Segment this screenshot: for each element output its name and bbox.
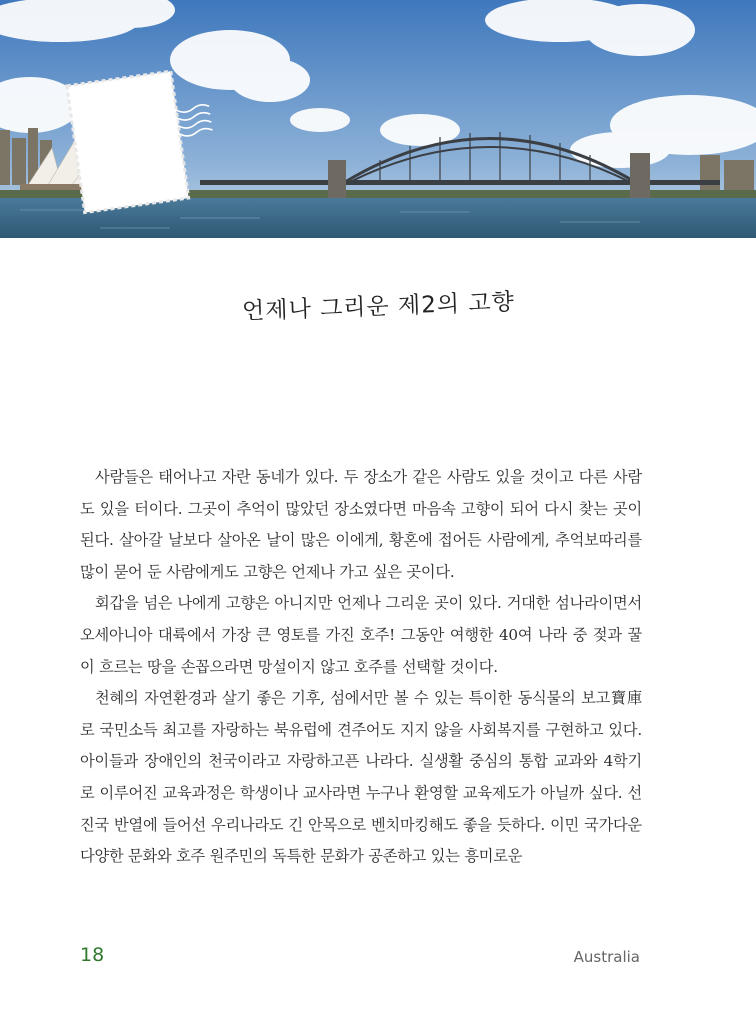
page-title xyxy=(0,288,756,325)
sydney-harbour-bridge-photo xyxy=(0,0,756,238)
paragraph-3: 천혜의 자연환경과 살기 좋은 기후, 섬에서만 볼 수 있는 특이한 동식물의 보고寶庫로 국민소득 최고를 자랑하는 북유럽에 견주어도 지지 않을 사회복지를 구현하고 있다. 아이들과 장애인의 천국이라고 자랑하고픈 나라다. 실생활 중심의 통합 교과와 4학기로 이루어진 교육과정은 학생이나 교사라면 누구나 환영할 교육제도가 아닐까 싶다. 선진국 반열에 들어선 우리나라도 긴 안목으로 벤치마킹해도 좋을 듯하다. 이민 국가다운 다양한 문화와 호주 원주민의 독특한 문화가 공존하고 있는 흥미로운 xyxy=(80,689,642,866)
paragraph-1: 사람들은 태어나고 자란 동네가 있다. 두 장소가 같은 사람도 있을 것이고 다른 사람도 있을 터이다. 그곳이 추억이 많았던 장소였다면 마음속 고향이 되어 다시 찾는 곳이 된다. 살아갈 날보다 살아온 날이 많은 이에게, 황혼에 접어든 사람에게, 추억보따리를 많이 묻어 둔 사람에게도 고향은 언제나 가고 싶은 곳이다. xyxy=(80,468,642,581)
title-text: 언제나 그리운 제2의 고향 xyxy=(241,289,515,325)
page-number: 18 xyxy=(80,944,105,966)
header-photo xyxy=(0,0,756,238)
section-label: Australia xyxy=(573,948,640,966)
article-body xyxy=(80,462,642,873)
paragraph-2: 회갑을 넘은 나에게 고향은 아니지만 언제나 그리운 곳이 있다. 거대한 섬나라이면서 오세아니아 대륙에서 가장 큰 영토를 가진 호주! 그동안 여행한 40여 나라 중 젖과 꿀이 흐르는 땅을 손꼽으라면 망설이지 않고 호주를 선택할 것이다. xyxy=(80,594,642,676)
